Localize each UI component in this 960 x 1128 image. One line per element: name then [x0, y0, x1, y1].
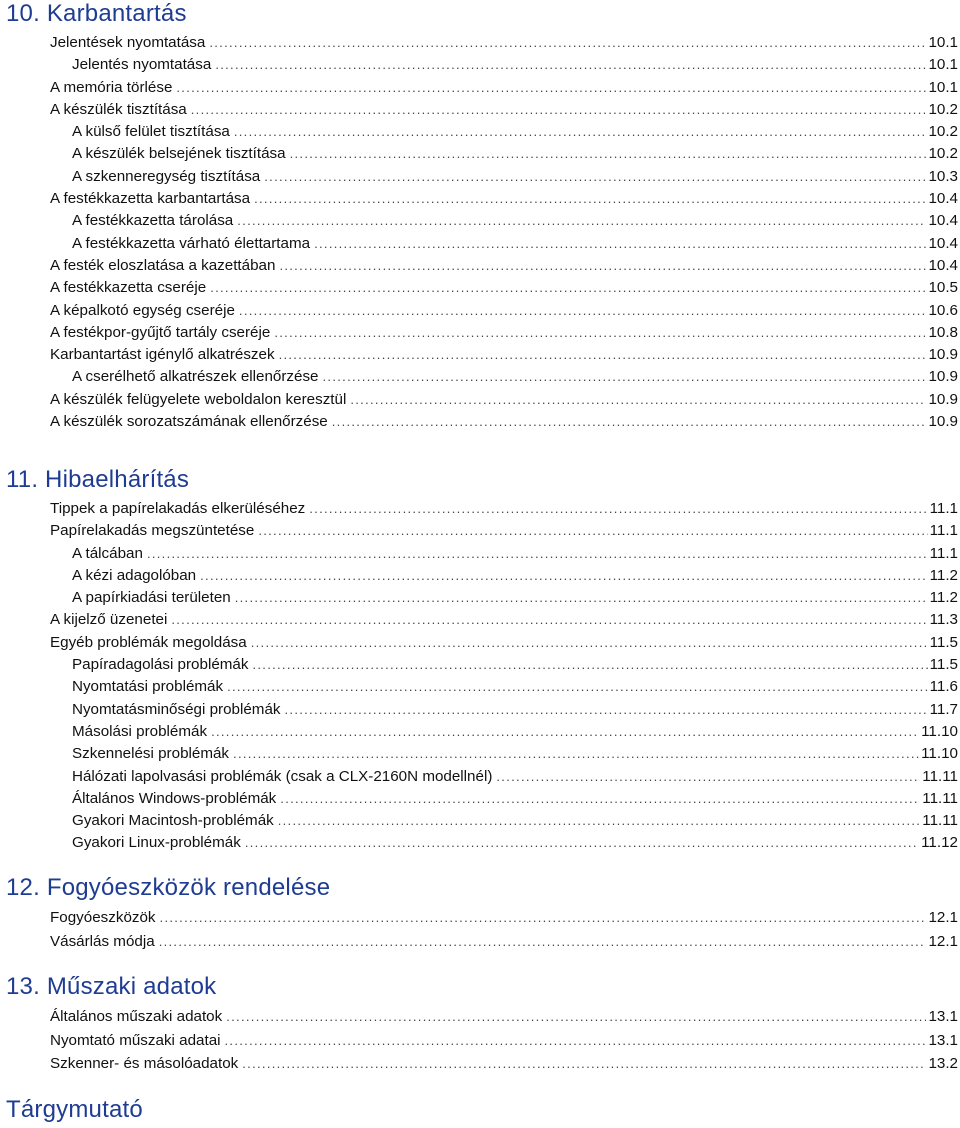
- toc-entry-page: 10.6: [928, 301, 958, 319]
- toc-entry[interactable]: [0, 832, 960, 854]
- toc-entry-label: Gyakori Macintosh-problémák: [72, 812, 274, 830]
- toc-entry-page: 10.9: [928, 346, 958, 364]
- toc-entry-page: 10.2: [928, 123, 958, 141]
- dot-leader: [226, 1005, 926, 1029]
- entry-list: [0, 906, 960, 953]
- toc-entry[interactable]: [0, 121, 960, 143]
- toc-entry-label: Egyéb problémák megoldása: [50, 633, 247, 651]
- toc-entry-page: 11.1: [929, 522, 958, 540]
- dot-leader: [264, 166, 926, 188]
- toc-entry-label: A memória törlése: [50, 78, 173, 96]
- dot-leader: [237, 210, 926, 232]
- toc-entry-label: A festékkazetta karbantartása: [50, 190, 251, 208]
- toc-entry-label: A festék eloszlatása a kazettában: [50, 256, 276, 274]
- dot-leader: [290, 143, 927, 165]
- dot-leader: [210, 277, 926, 299]
- toc-entry-label: A festékkazetta várható élettartama: [72, 234, 311, 252]
- toc-entry-page: 11.10: [921, 722, 958, 740]
- dot-leader: [159, 930, 927, 954]
- toc-entry-label: Másolási problémák: [72, 722, 208, 740]
- toc-entry-page: 11.11: [922, 789, 958, 807]
- toc-entry-label: A szkenneregység tisztítása: [72, 167, 261, 185]
- toc-entry[interactable]: [0, 721, 960, 743]
- toc-entry-page: 11.6: [929, 678, 958, 696]
- toc-entry-label: A kijelző üzenetei: [50, 611, 168, 629]
- toc-entry-page: 10.4: [928, 234, 958, 252]
- toc-entry-label: Nyomtatási problémák: [72, 678, 224, 696]
- chapter-title[interactable]: 10. Karbantartás: [6, 0, 187, 27]
- toc-entry-page: 10.2: [928, 145, 958, 163]
- toc-entry-label: A festékkazetta tárolása: [72, 212, 234, 230]
- toc-entry-page: 10.1: [928, 78, 958, 96]
- toc-entry-label: Karbantartást igénylő alkatrészek: [50, 346, 275, 364]
- toc-entry[interactable]: [0, 810, 960, 832]
- dot-leader: [350, 389, 926, 411]
- toc-entry-page: 10.8: [928, 323, 958, 341]
- toc-entry[interactable]: [0, 188, 960, 210]
- dot-leader: [209, 32, 926, 54]
- toc-entry-label: A kézi adagolóban: [72, 566, 197, 584]
- toc-entry-label: Tippek a papírelakadás elkerüléséhez: [50, 500, 306, 517]
- dot-leader: [191, 99, 927, 121]
- toc-entry[interactable]: [0, 543, 960, 565]
- toc-entry-page: 11.2: [929, 589, 958, 607]
- toc-entry[interactable]: [0, 654, 960, 676]
- toc-entry-label: A készülék tisztítása: [50, 100, 187, 118]
- toc-entry[interactable]: [0, 322, 960, 344]
- toc-entry[interactable]: [0, 930, 960, 954]
- dot-leader: [171, 609, 927, 631]
- toc-entry[interactable]: [0, 587, 960, 609]
- toc-entry[interactable]: [0, 143, 960, 165]
- toc-entry[interactable]: [0, 166, 960, 188]
- toc-entry-page: 13.1: [928, 1031, 958, 1049]
- chapter-title[interactable]: 12. Fogyóeszközök rendelése: [6, 874, 331, 901]
- toc-entry-page: 10.5: [928, 279, 958, 297]
- dot-leader: [215, 54, 926, 76]
- toc-entry-label: Gyakori Linux-problémák: [72, 834, 241, 852]
- toc-entry[interactable]: [0, 498, 960, 520]
- toc-entry-page: 11.2: [929, 566, 958, 584]
- toc-entry-label: A festékkazetta cseréje: [50, 279, 207, 297]
- toc-entry[interactable]: [0, 32, 960, 54]
- toc-entry[interactable]: [0, 233, 960, 255]
- dot-leader: [258, 520, 927, 542]
- toc-entry-label: A festékpor-gyűjtő tartály cseréje: [50, 323, 271, 341]
- dot-leader: [309, 498, 927, 520]
- dot-leader: [496, 766, 920, 788]
- toc-entry-label: Papírelakadás megszüntetése: [50, 522, 255, 540]
- toc-entry[interactable]: [0, 389, 960, 411]
- toc-entry[interactable]: [0, 1029, 960, 1053]
- toc-entry[interactable]: [0, 565, 960, 587]
- toc-entry[interactable]: [0, 906, 960, 930]
- dot-leader: [245, 832, 919, 854]
- toc-entry-page: 11.11: [922, 812, 958, 830]
- dot-leader: [160, 906, 927, 930]
- toc-entry-label: A készülék belsejének tisztítása: [72, 145, 286, 163]
- entry-list: [0, 1005, 960, 1076]
- toc-entry-label: Hálózati lapolvasási problémák (csak a CLX-2160N modellnél): [72, 767, 493, 785]
- toc-entry-label: Általános műszaki adatok: [50, 1008, 223, 1025]
- toc-entry-label: Nyomtatásminőségi problémák: [72, 700, 281, 718]
- toc-entry-page: 10.9: [928, 413, 958, 431]
- toc-entry-page: 11.1: [929, 500, 958, 517]
- toc-entry-page: 10.4: [928, 212, 958, 230]
- toc-entry[interactable]: [0, 99, 960, 121]
- toc-entry-page: 10.4: [928, 190, 958, 208]
- toc-entry-label: A papírkiadási területen: [72, 589, 231, 607]
- dot-leader: [274, 322, 926, 344]
- dot-leader: [227, 676, 927, 698]
- toc-entry[interactable]: [0, 255, 960, 277]
- toc-entry-label: A külső felület tisztítása: [72, 123, 230, 141]
- toc-entry-label: Szkennelési problémák: [72, 745, 230, 763]
- toc-entry-page: 11.1: [929, 544, 958, 562]
- toc-entry[interactable]: [0, 743, 960, 765]
- toc-entry[interactable]: [0, 210, 960, 232]
- toc-entry[interactable]: [0, 1005, 960, 1029]
- toc-entry-page: 10.2: [928, 100, 958, 118]
- toc-entry-page: 11.11: [922, 767, 958, 785]
- toc-entry-page: 10.4: [928, 256, 958, 274]
- dot-leader: [285, 699, 928, 721]
- toc-entry-label: Jelentés nyomtatása: [72, 56, 212, 74]
- dot-leader: [233, 743, 919, 765]
- toc-entry-page: 11.12: [921, 834, 958, 852]
- toc-entry[interactable]: [0, 54, 960, 76]
- toc-entry-label: Nyomtató műszaki adatai: [50, 1031, 221, 1049]
- toc-entry-page: 11.10: [921, 745, 958, 763]
- entry-list: [0, 498, 960, 855]
- dot-leader: [235, 587, 928, 609]
- dot-leader: [314, 233, 926, 255]
- toc-entry-label: Általános Windows-problémák: [72, 789, 277, 807]
- dot-leader: [280, 788, 920, 810]
- dot-leader: [147, 543, 928, 565]
- toc-entry-page: 12.1: [928, 932, 958, 950]
- entry-list: [0, 32, 960, 433]
- toc-entry[interactable]: [0, 788, 960, 810]
- dot-leader: [279, 344, 927, 366]
- toc-entry[interactable]: [0, 609, 960, 631]
- toc-entry-label: Fogyóeszközök: [50, 909, 156, 926]
- toc-entry-page: 11.7: [929, 700, 958, 718]
- toc-entry[interactable]: [0, 766, 960, 788]
- dot-leader: [211, 721, 919, 743]
- toc-entry-label: Szkenner- és másolóadatok: [50, 1055, 239, 1073]
- toc-entry-page: 11.5: [929, 633, 958, 651]
- dot-leader: [278, 810, 921, 832]
- dot-leader: [239, 300, 927, 322]
- toc-entry-label: A készülék felügyelete weboldalon keresztül: [50, 390, 347, 408]
- dot-leader: [176, 77, 926, 99]
- toc-entry-label: A képalkotó egység cseréje: [50, 301, 235, 319]
- toc-entry[interactable]: [0, 300, 960, 322]
- toc-entry-page: 10.3: [928, 167, 958, 185]
- toc-entry-label: Jelentések nyomtatása: [50, 34, 206, 51]
- toc-entry-page: 10.9: [928, 368, 958, 386]
- dot-leader: [242, 1052, 926, 1076]
- toc-entry[interactable]: [0, 1052, 960, 1076]
- toc-entry-label: A cserélhető alkatrészek ellenőrzése: [72, 368, 319, 386]
- toc-entry-page: 11.5: [929, 656, 958, 674]
- toc-entry[interactable]: [0, 520, 960, 542]
- toc-entry-page: 13.2: [928, 1055, 958, 1073]
- toc-entry[interactable]: [0, 277, 960, 299]
- dot-leader: [252, 654, 927, 676]
- toc-entry[interactable]: [0, 344, 960, 366]
- dot-leader: [225, 1029, 927, 1053]
- toc-entry-page: 11.3: [929, 611, 958, 629]
- toc-entry-page: 10.1: [928, 56, 958, 74]
- chapter-title[interactable]: 11. Hibaelhárítás: [6, 466, 190, 493]
- toc-entry[interactable]: [0, 699, 960, 721]
- toc-entry-label: A készülék sorozatszámának ellenőrzése: [50, 413, 328, 431]
- toc-entry-page: 12.1: [928, 909, 958, 926]
- toc-entry[interactable]: [0, 632, 960, 654]
- dot-leader: [323, 366, 927, 388]
- dot-leader: [279, 255, 926, 277]
- toc-entry[interactable]: [0, 411, 960, 433]
- toc-entry[interactable]: [0, 676, 960, 698]
- toc-entry[interactable]: [0, 77, 960, 99]
- toc-entry-page: 10.1: [928, 34, 958, 51]
- toc-entry-label: Papíradagolási problémák: [72, 656, 249, 674]
- toc-entry-label: A tálcában: [72, 544, 143, 562]
- toc-entry-label: Vásárlás módja: [50, 932, 155, 950]
- toc-entry[interactable]: [0, 366, 960, 388]
- dot-leader: [332, 411, 927, 433]
- dot-leader: [234, 121, 927, 143]
- dot-leader: [254, 188, 926, 210]
- dot-leader: [251, 632, 928, 654]
- toc-entry-page: 13.1: [928, 1008, 958, 1025]
- chapter-title[interactable]: Tárgymutató: [6, 1096, 143, 1123]
- dot-leader: [200, 565, 927, 587]
- toc-entry-page: 10.9: [928, 390, 958, 408]
- chapter-title[interactable]: 13. Műszaki adatok: [6, 973, 217, 1000]
